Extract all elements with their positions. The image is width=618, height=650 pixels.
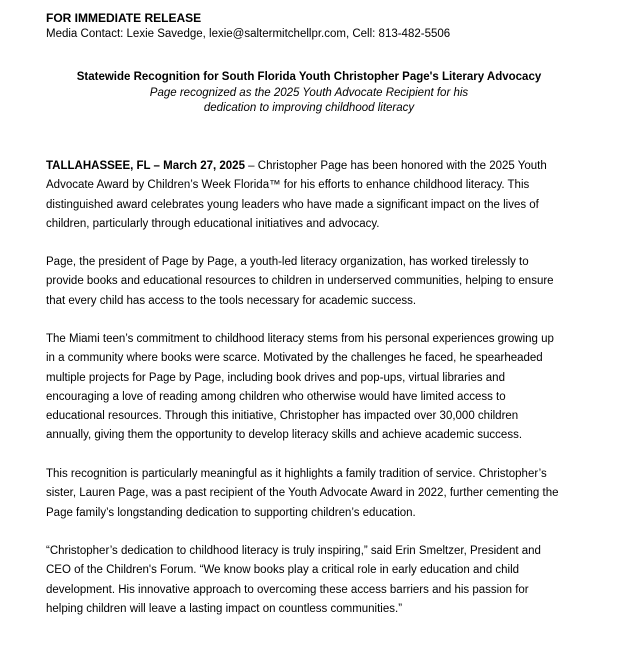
media-contact: Media Contact: Lexie Savedge, lexie@saltermitchellpr.com, Cell: 813-482-5506 [46, 28, 451, 40]
headline-subtitle [46, 86, 572, 116]
paragraph-text: – Christopher Page has been honored with the 2025 Youth [244, 160, 547, 172]
paragraph-1 [46, 157, 556, 234]
paragraph-line: in a community where books were scarce. Motivated by the challenges he faced, he spearheaded [46, 352, 543, 365]
paragraph-4 [46, 465, 559, 523]
paragraph-2 [46, 253, 556, 311]
dateline: TALLAHASSEE, FL – March 27, 2025 [46, 160, 245, 172]
paragraph-line: multiple projects for Page by Page, including book drives and pop-ups, virtual libraries and [46, 371, 505, 384]
paragraph-line: Page family’s longstanding dedication to supporting children’s education. [46, 506, 416, 519]
paragraph-5 [46, 542, 556, 619]
paragraph-line: that every child has access to the tools necessary for academic success. [46, 294, 417, 307]
paragraph-line: annually, giving them the opportunity to develop literacy skills and achieve academic success. [46, 429, 523, 442]
paragraph-line: provide books and educational resources to children in underserved communities, helping to ensure [46, 275, 554, 288]
paragraph-line: helping children will leave a lasting impact on countless communities.” [46, 602, 403, 615]
subtitle-line: Page recognized as the 2025 Youth Advocate Recipient for his [149, 87, 469, 99]
paragraph-line: “Christopher’s dedication to childhood literacy is truly inspiring,” said Erin Smeltzer, President and [46, 545, 541, 557]
paragraph-line: development. His innovative approach to overcoming these access barriers and his passion for [46, 583, 529, 596]
paragraph-line: children, particularly through educational initiatives and advocacy. [46, 217, 380, 230]
paragraph-line: CEO of the Children's Forum. “We know books play a critical role in early education and child [46, 564, 520, 577]
paragraph-line: Page, the president of Page by Page, a youth-led literacy organization, has worked tirelessly to [46, 256, 529, 268]
paragraph-line [46, 157, 556, 176]
headline-title: Statewide Recognition for South Florida Youth Christopher Page's Literary Advocacy [76, 71, 542, 83]
paragraph-line: This recognition is particularly meaningful as it highlights a family tradition of service. Christopher’s [46, 468, 547, 480]
release-label: FOR IMMEDIATE RELEASE [46, 11, 202, 25]
paragraph-line: The Miami teen’s commitment to childhood literacy stems from his personal experiences growing up [46, 333, 554, 345]
paragraph-line: Advocate Award by Children’s Week Florida™ for his efforts to enhance childhood literacy. This [46, 179, 530, 192]
paragraph-line: encouraging a love of reading among children who otherwise would have limited access to [46, 390, 506, 403]
paragraph-line: sister, Lauren Page, was a past recipient of the Youth Advocate Award in 2022, further cementing the [46, 487, 559, 500]
paragraph-line: educational resources. Through this initiative, Christopher has impacted over 30,000 children [46, 410, 519, 423]
paragraph-line: distinguished award celebrates young leaders who have made a significant impact on the lives of [46, 198, 539, 211]
paragraph-3 [46, 330, 556, 446]
subtitle-line: dedication to improving childhood literacy [203, 102, 415, 114]
